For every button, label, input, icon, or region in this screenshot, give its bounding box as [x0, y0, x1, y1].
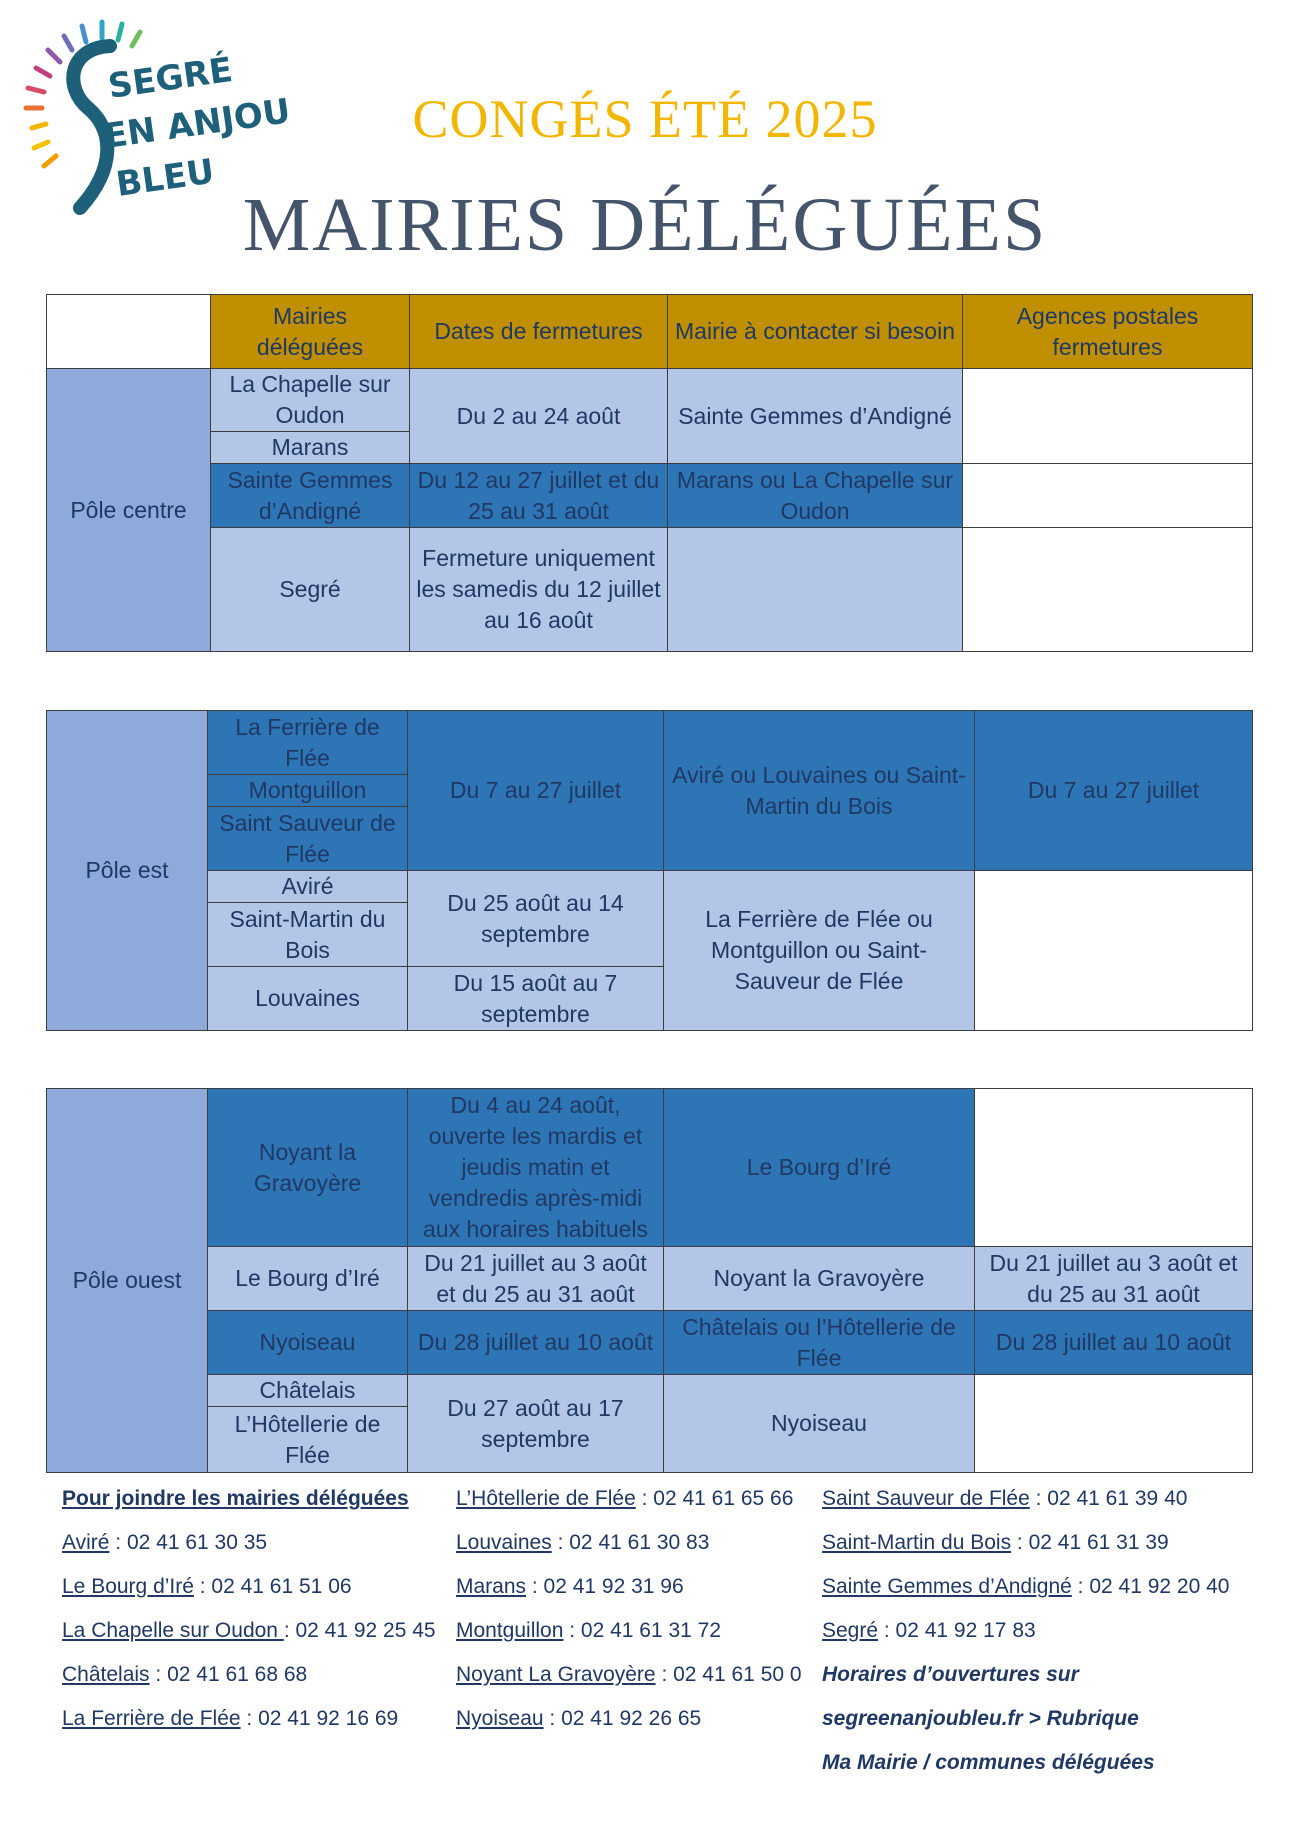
- mairie-cell: Montguillon: [208, 775, 408, 807]
- mairie-cell: Le Bourg d’Iré: [208, 1247, 408, 1311]
- pole-ouest-label: Pôle ouest: [47, 1089, 208, 1473]
- contact-link[interactable]: Sainte Gemmes d’Andigné: [822, 1575, 1072, 1598]
- mairie-cell: La Chapelle sur Oudon: [211, 369, 410, 432]
- dates-cell: Du 25 août au 14 septembre: [408, 871, 664, 967]
- contact-cell: Aviré ou Louvaines ou Saint-Martin du Bois: [664, 711, 975, 871]
- contact-link[interactable]: Saint Sauveur de Flée: [822, 1487, 1030, 1510]
- mairie-cell: Saint Sauveur de Flée: [208, 807, 408, 871]
- contact-line: Marans : 02 41 92 31 96: [456, 1575, 684, 1598]
- contact-line: Le Bourg d’Iré : 02 41 61 51 06: [62, 1575, 352, 1598]
- logo-line3: BLEU: [113, 151, 217, 205]
- contacts-col2: [456, 1487, 808, 1747]
- mairie-cell: Noyant la Gravoyère: [208, 1089, 408, 1247]
- contact-cell: Nyoiseau: [664, 1375, 975, 1473]
- contacts-title: Pour joindre les mairies déléguées: [62, 1487, 409, 1510]
- dates-cell: Du 28 juillet au 10 août: [408, 1311, 664, 1375]
- postal-cell: Du 7 au 27 juillet: [975, 711, 1253, 871]
- dates-cell: Du 2 au 24 août: [410, 369, 668, 464]
- contact-cell: Sainte Gemmes d’Andigné: [668, 369, 963, 464]
- contact-link[interactable]: La Chapelle sur Oudon: [62, 1619, 284, 1642]
- contact-line: L’Hôtellerie de Flée : 02 41 61 65 66: [456, 1487, 794, 1510]
- postal-cell: [963, 369, 1253, 464]
- mairie-cell: Aviré: [208, 871, 408, 903]
- mairie-cell: Nyoiseau: [208, 1311, 408, 1375]
- header-postal: Agences postales fermetures: [963, 295, 1253, 369]
- contact-line: Châtelais : 02 41 61 68 68: [62, 1663, 308, 1686]
- contact-cell: La Ferrière de Flée ou Montguillon ou Saint-Sauveur de Flée: [664, 871, 975, 1031]
- postal-cell: [975, 871, 1253, 1031]
- mairie-cell: Louvaines: [208, 967, 408, 1031]
- page-subtitle: CONGÉS ÉTÉ 2025: [412, 89, 878, 149]
- contact-link[interactable]: Segré: [822, 1619, 879, 1642]
- contact-link[interactable]: Saint-Martin du Bois: [822, 1531, 1012, 1554]
- logo-line2: EN ANJOU: [101, 91, 293, 157]
- contact-line: Noyant La Gravoyère : 02 41 61 50 0: [456, 1663, 802, 1686]
- table-pole-ouest: [46, 1088, 1253, 1473]
- header-dates: Dates de fermetures: [410, 295, 668, 369]
- contact-link[interactable]: L’Hôtellerie de Flée: [456, 1487, 636, 1510]
- hours-note-line3: Ma Mairie / communes déléguées: [822, 1751, 1155, 1774]
- postal-cell: [975, 1089, 1253, 1247]
- dates-cell: Du 15 août au 7 septembre: [408, 967, 664, 1031]
- dates-cell: Fermeture uniquement les samedis du 12 juillet au 16 août: [410, 528, 668, 652]
- contact-line: Montguillon : 02 41 61 31 72: [456, 1619, 722, 1642]
- dates-cell: Du 7 au 27 juillet: [408, 711, 664, 871]
- contact-cell: Châtelais ou l’Hôtellerie de Flée: [664, 1311, 975, 1375]
- contact-link[interactable]: Aviré: [62, 1531, 110, 1554]
- contact-link[interactable]: La Ferrière de Flée: [62, 1707, 241, 1730]
- header-blank: [47, 295, 211, 369]
- page-title: MAIRIES DÉLÉGUÉES: [242, 183, 1048, 267]
- mairie-cell: La Ferrière de Flée: [208, 711, 408, 775]
- mairie-cell: Marans: [211, 432, 410, 464]
- postal-cell: [963, 464, 1253, 528]
- contact-cell: Marans ou La Chapelle sur Oudon: [668, 464, 963, 528]
- contact-link[interactable]: Nyoiseau: [456, 1707, 544, 1730]
- contact-line: Segré : 02 41 92 17 83: [822, 1619, 1036, 1642]
- contact-link[interactable]: Louvaines: [456, 1531, 552, 1554]
- mairie-cell: L’Hôtellerie de Flée: [208, 1407, 408, 1473]
- contact-line: La Chapelle sur Oudon : 02 41 92 25 45: [62, 1619, 436, 1642]
- dates-cell: Du 27 août au 17 septembre: [408, 1375, 664, 1473]
- mairie-cell: Segré: [211, 528, 410, 652]
- contact-line: Nyoiseau : 02 41 92 26 65: [456, 1707, 702, 1730]
- contact-link[interactable]: Montguillon: [456, 1619, 564, 1642]
- postal-cell: [963, 528, 1253, 652]
- table-pole-centre: [46, 294, 1253, 652]
- header-contact: Mairie à contacter si besoin: [668, 295, 963, 369]
- hours-note-line1: Horaires d’ouvertures sur: [822, 1663, 1079, 1686]
- mairie-cell: Sainte Gemmes d’Andigné: [211, 464, 410, 528]
- hours-note-line2: segreenanjoubleu.fr > Rubrique: [822, 1707, 1139, 1730]
- contact-link[interactable]: Châtelais: [62, 1663, 150, 1686]
- contact-cell: [668, 528, 963, 652]
- contact-line: Saint-Martin du Bois : 02 41 61 31 39: [822, 1531, 1169, 1554]
- contact-link[interactable]: Marans: [456, 1575, 527, 1598]
- pole-est-label: Pôle est: [47, 711, 208, 1031]
- postal-cell: [975, 1375, 1253, 1473]
- header-mairies: Mairies déléguées: [211, 295, 410, 369]
- postal-cell: Du 28 juillet au 10 août: [975, 1311, 1253, 1375]
- logo-line1: SEGRÉ: [105, 49, 236, 107]
- pole-centre-label: Pôle centre: [47, 369, 211, 652]
- contact-line: La Ferrière de Flée : 02 41 92 16 69: [62, 1707, 399, 1730]
- mairie-cell: Saint-Martin du Bois: [208, 903, 408, 967]
- table-pole-est: [46, 710, 1253, 1031]
- contact-line: Louvaines : 02 41 61 30 83: [456, 1531, 710, 1554]
- contact-link[interactable]: Le Bourg d’Iré: [62, 1575, 194, 1598]
- contact-line: Sainte Gemmes d’Andigné : 02 41 92 20 40: [822, 1575, 1230, 1598]
- contact-line: Saint Sauveur de Flée : 02 41 61 39 40: [822, 1487, 1188, 1510]
- mairie-cell: Châtelais: [208, 1375, 408, 1407]
- contact-line: Aviré : 02 41 61 30 35: [62, 1531, 268, 1554]
- contact-cell: Le Bourg d’Iré: [664, 1089, 975, 1247]
- dates-cell: Du 21 juillet au 3 août et du 25 au 31 août: [408, 1247, 664, 1311]
- dates-cell: Du 12 au 27 juillet et du 25 au 31 août: [410, 464, 668, 528]
- dates-cell: Du 4 au 24 août, ouverte les mardis et jeudis matin et vendredis après-midi aux horaires habituels: [408, 1089, 664, 1247]
- contact-link[interactable]: Noyant La Gravoyère: [456, 1663, 656, 1686]
- contact-cell: Noyant la Gravoyère: [664, 1247, 975, 1311]
- postal-cell: Du 21 juillet au 3 août et du 25 au 31 août: [975, 1247, 1253, 1311]
